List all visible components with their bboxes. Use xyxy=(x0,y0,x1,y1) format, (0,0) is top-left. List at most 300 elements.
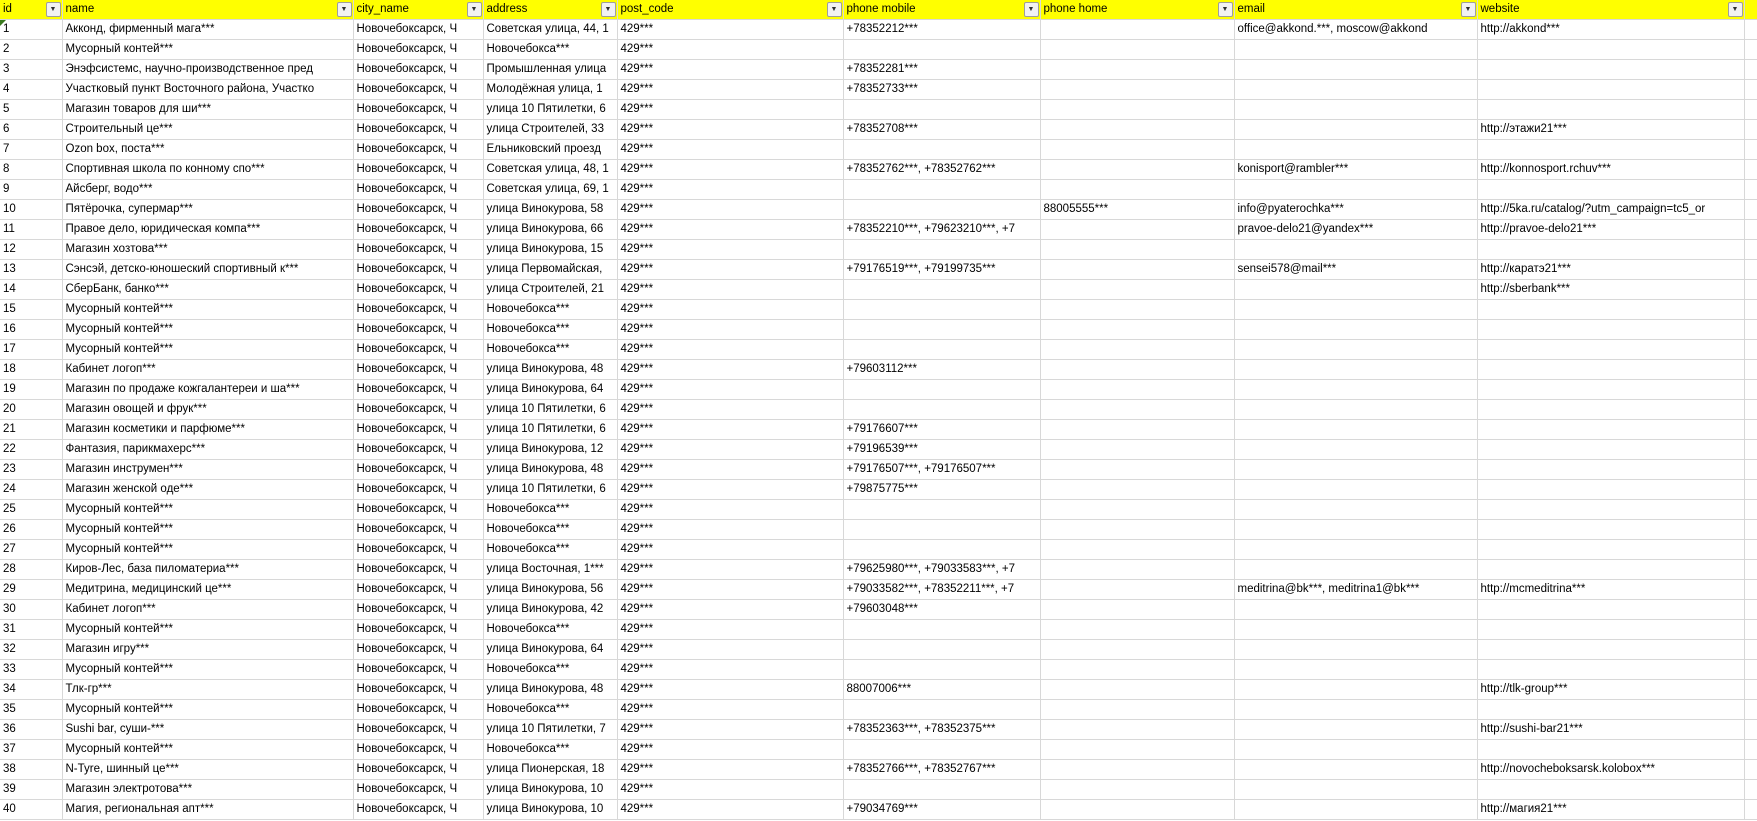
cell-phone_mobile[interactable] xyxy=(843,439,1040,459)
cell-website[interactable] xyxy=(1477,99,1744,119)
cell-email[interactable] xyxy=(1234,279,1477,299)
cell-city_name[interactable] xyxy=(353,39,483,59)
cell-email[interactable] xyxy=(1234,599,1477,619)
cell-id[interactable] xyxy=(0,399,62,419)
cell-extra[interactable] xyxy=(1744,79,1757,99)
cell-phone_mobile[interactable] xyxy=(843,139,1040,159)
cell-website[interactable] xyxy=(1477,179,1744,199)
cell-phone_mobile[interactable] xyxy=(843,779,1040,799)
cell-extra[interactable] xyxy=(1744,659,1757,679)
cell-email[interactable] xyxy=(1234,199,1477,219)
cell-phone_mobile[interactable] xyxy=(843,599,1040,619)
cell-phone_mobile[interactable] xyxy=(843,739,1040,759)
cell-id[interactable] xyxy=(0,559,62,579)
cell-address[interactable] xyxy=(483,399,617,419)
cell-post_code[interactable] xyxy=(617,559,843,579)
cell-city_name[interactable] xyxy=(353,619,483,639)
cell-extra[interactable] xyxy=(1744,779,1757,799)
cell-extra[interactable] xyxy=(1744,199,1757,219)
cell-id[interactable] xyxy=(0,579,62,599)
cell-id[interactable] xyxy=(0,59,62,79)
cell-extra[interactable] xyxy=(1744,139,1757,159)
cell-website[interactable] xyxy=(1477,679,1744,699)
cell-extra[interactable] xyxy=(1744,99,1757,119)
cell-post_code[interactable] xyxy=(617,499,843,519)
cell-city_name[interactable] xyxy=(353,219,483,239)
cell-phone_home[interactable] xyxy=(1040,779,1234,799)
cell-id[interactable] xyxy=(0,679,62,699)
column-header-address[interactable] xyxy=(483,0,617,19)
cell-address[interactable] xyxy=(483,459,617,479)
column-header-id[interactable] xyxy=(0,0,62,19)
filter-button-phone_home[interactable] xyxy=(1218,2,1233,17)
cell-address[interactable] xyxy=(483,639,617,659)
cell-extra[interactable] xyxy=(1744,59,1757,79)
cell-phone_mobile[interactable] xyxy=(843,579,1040,599)
cell-address[interactable] xyxy=(483,319,617,339)
cell-phone_home[interactable] xyxy=(1040,619,1234,639)
cell-address[interactable] xyxy=(483,159,617,179)
cell-phone_mobile[interactable] xyxy=(843,119,1040,139)
cell-email[interactable] xyxy=(1234,479,1477,499)
cell-city_name[interactable] xyxy=(353,599,483,619)
cell-post_code[interactable] xyxy=(617,679,843,699)
cell-address[interactable] xyxy=(483,219,617,239)
column-header-email[interactable] xyxy=(1234,0,1477,19)
cell-website[interactable] xyxy=(1477,199,1744,219)
cell-address[interactable] xyxy=(483,359,617,379)
filter-button-email[interactable] xyxy=(1461,2,1476,17)
cell-phone_home[interactable] xyxy=(1040,59,1234,79)
cell-email[interactable] xyxy=(1234,559,1477,579)
cell-extra[interactable] xyxy=(1744,619,1757,639)
cell-website[interactable] xyxy=(1477,639,1744,659)
cell-id[interactable] xyxy=(0,739,62,759)
cell-city_name[interactable] xyxy=(353,799,483,819)
cell-phone_home[interactable] xyxy=(1040,179,1234,199)
cell-city_name[interactable] xyxy=(353,519,483,539)
cell-name[interactable] xyxy=(62,519,353,539)
cell-website[interactable] xyxy=(1477,279,1744,299)
cell-city_name[interactable] xyxy=(353,99,483,119)
cell-name[interactable] xyxy=(62,479,353,499)
cell-email[interactable] xyxy=(1234,99,1477,119)
cell-extra[interactable] xyxy=(1744,259,1757,279)
cell-extra[interactable] xyxy=(1744,759,1757,779)
cell-phone_mobile[interactable] xyxy=(843,419,1040,439)
cell-phone_home[interactable] xyxy=(1040,539,1234,559)
cell-city_name[interactable] xyxy=(353,179,483,199)
cell-address[interactable] xyxy=(483,259,617,279)
cell-name[interactable] xyxy=(62,99,353,119)
cell-website[interactable] xyxy=(1477,479,1744,499)
cell-website[interactable] xyxy=(1477,659,1744,679)
cell-name[interactable] xyxy=(62,339,353,359)
cell-extra[interactable] xyxy=(1744,599,1757,619)
cell-phone_mobile[interactable] xyxy=(843,799,1040,819)
cell-website[interactable] xyxy=(1477,719,1744,739)
cell-phone_home[interactable] xyxy=(1040,739,1234,759)
cell-id[interactable] xyxy=(0,439,62,459)
cell-extra[interactable] xyxy=(1744,559,1757,579)
cell-website[interactable] xyxy=(1477,119,1744,139)
cell-post_code[interactable] xyxy=(617,379,843,399)
cell-name[interactable] xyxy=(62,579,353,599)
cell-website[interactable] xyxy=(1477,379,1744,399)
cell-website[interactable] xyxy=(1477,459,1744,479)
cell-phone_home[interactable] xyxy=(1040,339,1234,359)
cell-post_code[interactable] xyxy=(617,739,843,759)
cell-post_code[interactable] xyxy=(617,219,843,239)
cell-phone_home[interactable] xyxy=(1040,699,1234,719)
cell-address[interactable] xyxy=(483,679,617,699)
filter-button-address[interactable] xyxy=(601,2,616,17)
cell-post_code[interactable] xyxy=(617,359,843,379)
cell-phone_mobile[interactable] xyxy=(843,479,1040,499)
cell-address[interactable] xyxy=(483,179,617,199)
cell-name[interactable] xyxy=(62,59,353,79)
cell-email[interactable] xyxy=(1234,179,1477,199)
cell-name[interactable] xyxy=(62,459,353,479)
cell-post_code[interactable] xyxy=(617,399,843,419)
cell-name[interactable] xyxy=(62,799,353,819)
cell-name[interactable] xyxy=(62,499,353,519)
cell-id[interactable] xyxy=(0,659,62,679)
cell-extra[interactable] xyxy=(1744,439,1757,459)
cell-post_code[interactable] xyxy=(617,719,843,739)
cell-id[interactable] xyxy=(0,639,62,659)
cell-name[interactable] xyxy=(62,219,353,239)
cell-city_name[interactable] xyxy=(353,459,483,479)
cell-city_name[interactable] xyxy=(353,679,483,699)
cell-website[interactable] xyxy=(1477,219,1744,239)
cell-id[interactable] xyxy=(0,779,62,799)
cell-id[interactable] xyxy=(0,79,62,99)
cell-website[interactable] xyxy=(1477,559,1744,579)
cell-post_code[interactable] xyxy=(617,319,843,339)
cell-name[interactable] xyxy=(62,39,353,59)
cell-phone_home[interactable] xyxy=(1040,719,1234,739)
cell-email[interactable] xyxy=(1234,679,1477,699)
cell-address[interactable] xyxy=(483,659,617,679)
cell-website[interactable] xyxy=(1477,359,1744,379)
cell-address[interactable] xyxy=(483,339,617,359)
cell-phone_mobile[interactable] xyxy=(843,459,1040,479)
cell-email[interactable] xyxy=(1234,39,1477,59)
cell-post_code[interactable] xyxy=(617,159,843,179)
filter-button-name[interactable] xyxy=(337,2,352,17)
cell-address[interactable] xyxy=(483,599,617,619)
cell-post_code[interactable] xyxy=(617,659,843,679)
cell-website[interactable] xyxy=(1477,699,1744,719)
cell-city_name[interactable] xyxy=(353,779,483,799)
cell-id[interactable] xyxy=(0,419,62,439)
cell-city_name[interactable] xyxy=(353,359,483,379)
cell-phone_home[interactable] xyxy=(1040,159,1234,179)
cell-phone_home[interactable] xyxy=(1040,439,1234,459)
cell-post_code[interactable] xyxy=(617,639,843,659)
cell-address[interactable] xyxy=(483,59,617,79)
cell-address[interactable] xyxy=(483,299,617,319)
cell-address[interactable] xyxy=(483,419,617,439)
cell-phone_home[interactable] xyxy=(1040,219,1234,239)
cell-website[interactable] xyxy=(1477,619,1744,639)
cell-id[interactable] xyxy=(0,379,62,399)
cell-email[interactable] xyxy=(1234,519,1477,539)
cell-extra[interactable] xyxy=(1744,419,1757,439)
cell-post_code[interactable] xyxy=(617,79,843,99)
cell-website[interactable] xyxy=(1477,59,1744,79)
cell-id[interactable] xyxy=(0,299,62,319)
cell-email[interactable] xyxy=(1234,59,1477,79)
cell-id[interactable] xyxy=(0,519,62,539)
cell-extra[interactable] xyxy=(1744,359,1757,379)
cell-city_name[interactable] xyxy=(353,699,483,719)
cell-name[interactable] xyxy=(62,659,353,679)
cell-id[interactable] xyxy=(0,699,62,719)
cell-phone_mobile[interactable] xyxy=(843,499,1040,519)
cell-post_code[interactable] xyxy=(617,139,843,159)
cell-email[interactable] xyxy=(1234,659,1477,679)
cell-id[interactable] xyxy=(0,799,62,819)
cell-email[interactable] xyxy=(1234,79,1477,99)
filter-button-post_code[interactable] xyxy=(827,2,842,17)
cell-phone_mobile[interactable] xyxy=(843,539,1040,559)
cell-name[interactable] xyxy=(62,139,353,159)
cell-extra[interactable] xyxy=(1744,39,1757,59)
cell-phone_home[interactable] xyxy=(1040,499,1234,519)
cell-phone_mobile[interactable] xyxy=(843,199,1040,219)
cell-post_code[interactable] xyxy=(617,459,843,479)
cell-email[interactable] xyxy=(1234,319,1477,339)
cell-extra[interactable] xyxy=(1744,159,1757,179)
cell-name[interactable] xyxy=(62,419,353,439)
cell-address[interactable] xyxy=(483,119,617,139)
cell-city_name[interactable] xyxy=(353,419,483,439)
cell-email[interactable] xyxy=(1234,439,1477,459)
cell-phone_mobile[interactable] xyxy=(843,679,1040,699)
cell-address[interactable] xyxy=(483,439,617,459)
cell-address[interactable] xyxy=(483,99,617,119)
cell-extra[interactable] xyxy=(1744,339,1757,359)
cell-id[interactable] xyxy=(0,239,62,259)
cell-phone_mobile[interactable] xyxy=(843,19,1040,39)
cell-extra[interactable] xyxy=(1744,679,1757,699)
cell-address[interactable] xyxy=(483,79,617,99)
cell-name[interactable] xyxy=(62,679,353,699)
cell-website[interactable] xyxy=(1477,739,1744,759)
cell-email[interactable] xyxy=(1234,639,1477,659)
cell-extra[interactable] xyxy=(1744,639,1757,659)
cell-phone_home[interactable] xyxy=(1040,379,1234,399)
cell-phone_home[interactable] xyxy=(1040,479,1234,499)
cell-name[interactable] xyxy=(62,759,353,779)
cell-phone_home[interactable] xyxy=(1040,799,1234,819)
cell-email[interactable] xyxy=(1234,699,1477,719)
cell-email[interactable] xyxy=(1234,19,1477,39)
cell-city_name[interactable] xyxy=(353,319,483,339)
cell-website[interactable] xyxy=(1477,159,1744,179)
cell-address[interactable] xyxy=(483,799,617,819)
cell-extra[interactable] xyxy=(1744,719,1757,739)
cell-address[interactable] xyxy=(483,479,617,499)
cell-website[interactable] xyxy=(1477,759,1744,779)
cell-phone_mobile[interactable] xyxy=(843,359,1040,379)
cell-id[interactable] xyxy=(0,339,62,359)
cell-address[interactable] xyxy=(483,759,617,779)
cell-phone_home[interactable] xyxy=(1040,599,1234,619)
cell-phone_mobile[interactable] xyxy=(843,319,1040,339)
cell-extra[interactable] xyxy=(1744,179,1757,199)
cell-website[interactable] xyxy=(1477,779,1744,799)
cell-city_name[interactable] xyxy=(353,559,483,579)
cell-name[interactable] xyxy=(62,779,353,799)
cell-email[interactable] xyxy=(1234,379,1477,399)
cell-phone_home[interactable] xyxy=(1040,99,1234,119)
cell-post_code[interactable] xyxy=(617,299,843,319)
filter-button-phone_mobile[interactable] xyxy=(1024,2,1039,17)
cell-extra[interactable] xyxy=(1744,379,1757,399)
cell-id[interactable] xyxy=(0,619,62,639)
cell-name[interactable] xyxy=(62,199,353,219)
cell-phone_home[interactable] xyxy=(1040,359,1234,379)
cell-post_code[interactable] xyxy=(617,759,843,779)
cell-email[interactable] xyxy=(1234,759,1477,779)
cell-city_name[interactable] xyxy=(353,259,483,279)
cell-id[interactable] xyxy=(0,119,62,139)
cell-website[interactable] xyxy=(1477,299,1744,319)
cell-phone_home[interactable] xyxy=(1040,319,1234,339)
cell-email[interactable] xyxy=(1234,579,1477,599)
cell-address[interactable] xyxy=(483,719,617,739)
cell-post_code[interactable] xyxy=(617,799,843,819)
filter-button-id[interactable] xyxy=(46,2,61,17)
cell-city_name[interactable] xyxy=(353,499,483,519)
cell-email[interactable] xyxy=(1234,459,1477,479)
cell-extra[interactable] xyxy=(1744,279,1757,299)
cell-email[interactable] xyxy=(1234,779,1477,799)
filter-button-city_name[interactable] xyxy=(467,2,482,17)
cell-city_name[interactable] xyxy=(353,639,483,659)
cell-extra[interactable] xyxy=(1744,19,1757,39)
cell-extra[interactable] xyxy=(1744,119,1757,139)
column-header-post_code[interactable] xyxy=(617,0,843,19)
cell-name[interactable] xyxy=(62,299,353,319)
cell-email[interactable] xyxy=(1234,799,1477,819)
cell-post_code[interactable] xyxy=(617,279,843,299)
cell-phone_home[interactable] xyxy=(1040,279,1234,299)
cell-website[interactable] xyxy=(1477,39,1744,59)
cell-phone_mobile[interactable] xyxy=(843,99,1040,119)
cell-id[interactable] xyxy=(0,259,62,279)
cell-address[interactable] xyxy=(483,379,617,399)
cell-phone_mobile[interactable] xyxy=(843,519,1040,539)
cell-extra[interactable] xyxy=(1744,219,1757,239)
cell-name[interactable] xyxy=(62,599,353,619)
cell-phone_mobile[interactable] xyxy=(843,719,1040,739)
cell-email[interactable] xyxy=(1234,359,1477,379)
cell-phone_mobile[interactable] xyxy=(843,339,1040,359)
cell-phone_mobile[interactable] xyxy=(843,179,1040,199)
cell-phone_mobile[interactable] xyxy=(843,639,1040,659)
column-header-website[interactable] xyxy=(1477,0,1744,19)
cell-id[interactable] xyxy=(0,319,62,339)
cell-website[interactable] xyxy=(1477,239,1744,259)
cell-extra[interactable] xyxy=(1744,699,1757,719)
cell-email[interactable] xyxy=(1234,119,1477,139)
cell-extra[interactable] xyxy=(1744,299,1757,319)
cell-website[interactable] xyxy=(1477,539,1744,559)
cell-post_code[interactable] xyxy=(617,259,843,279)
cell-phone_home[interactable] xyxy=(1040,559,1234,579)
cell-phone_home[interactable] xyxy=(1040,399,1234,419)
cell-phone_mobile[interactable] xyxy=(843,699,1040,719)
cell-city_name[interactable] xyxy=(353,759,483,779)
cell-phone_mobile[interactable] xyxy=(843,219,1040,239)
cell-phone_mobile[interactable] xyxy=(843,619,1040,639)
cell-city_name[interactable] xyxy=(353,19,483,39)
cell-city_name[interactable] xyxy=(353,159,483,179)
cell-phone_home[interactable] xyxy=(1040,199,1234,219)
cell-city_name[interactable] xyxy=(353,479,483,499)
cell-address[interactable] xyxy=(483,559,617,579)
cell-phone_mobile[interactable] xyxy=(843,239,1040,259)
cell-name[interactable] xyxy=(62,559,353,579)
cell-address[interactable] xyxy=(483,699,617,719)
cell-id[interactable] xyxy=(0,759,62,779)
cell-city_name[interactable] xyxy=(353,539,483,559)
cell-name[interactable] xyxy=(62,179,353,199)
cell-city_name[interactable] xyxy=(353,59,483,79)
cell-website[interactable] xyxy=(1477,399,1744,419)
cell-name[interactable] xyxy=(62,539,353,559)
cell-name[interactable] xyxy=(62,359,353,379)
cell-name[interactable] xyxy=(62,739,353,759)
cell-website[interactable] xyxy=(1477,319,1744,339)
cell-id[interactable] xyxy=(0,499,62,519)
cell-post_code[interactable] xyxy=(617,479,843,499)
cell-post_code[interactable] xyxy=(617,439,843,459)
cell-city_name[interactable] xyxy=(353,299,483,319)
cell-city_name[interactable] xyxy=(353,659,483,679)
cell-id[interactable] xyxy=(0,159,62,179)
cell-email[interactable] xyxy=(1234,399,1477,419)
cell-website[interactable] xyxy=(1477,419,1744,439)
cell-name[interactable] xyxy=(62,119,353,139)
cell-city_name[interactable] xyxy=(353,339,483,359)
cell-address[interactable] xyxy=(483,19,617,39)
cell-post_code[interactable] xyxy=(617,779,843,799)
cell-post_code[interactable] xyxy=(617,99,843,119)
cell-city_name[interactable] xyxy=(353,439,483,459)
cell-id[interactable] xyxy=(0,99,62,119)
cell-city_name[interactable] xyxy=(353,119,483,139)
cell-address[interactable] xyxy=(483,619,617,639)
cell-email[interactable] xyxy=(1234,259,1477,279)
cell-city_name[interactable] xyxy=(353,579,483,599)
cell-phone_mobile[interactable] xyxy=(843,399,1040,419)
cell-city_name[interactable] xyxy=(353,739,483,759)
cell-post_code[interactable] xyxy=(617,179,843,199)
cell-id[interactable] xyxy=(0,19,62,39)
cell-extra[interactable] xyxy=(1744,519,1757,539)
cell-id[interactable] xyxy=(0,39,62,59)
cell-phone_home[interactable] xyxy=(1040,119,1234,139)
cell-website[interactable] xyxy=(1477,439,1744,459)
cell-phone_home[interactable] xyxy=(1040,679,1234,699)
column-header-phone_home[interactable] xyxy=(1040,0,1234,19)
cell-extra[interactable] xyxy=(1744,479,1757,499)
